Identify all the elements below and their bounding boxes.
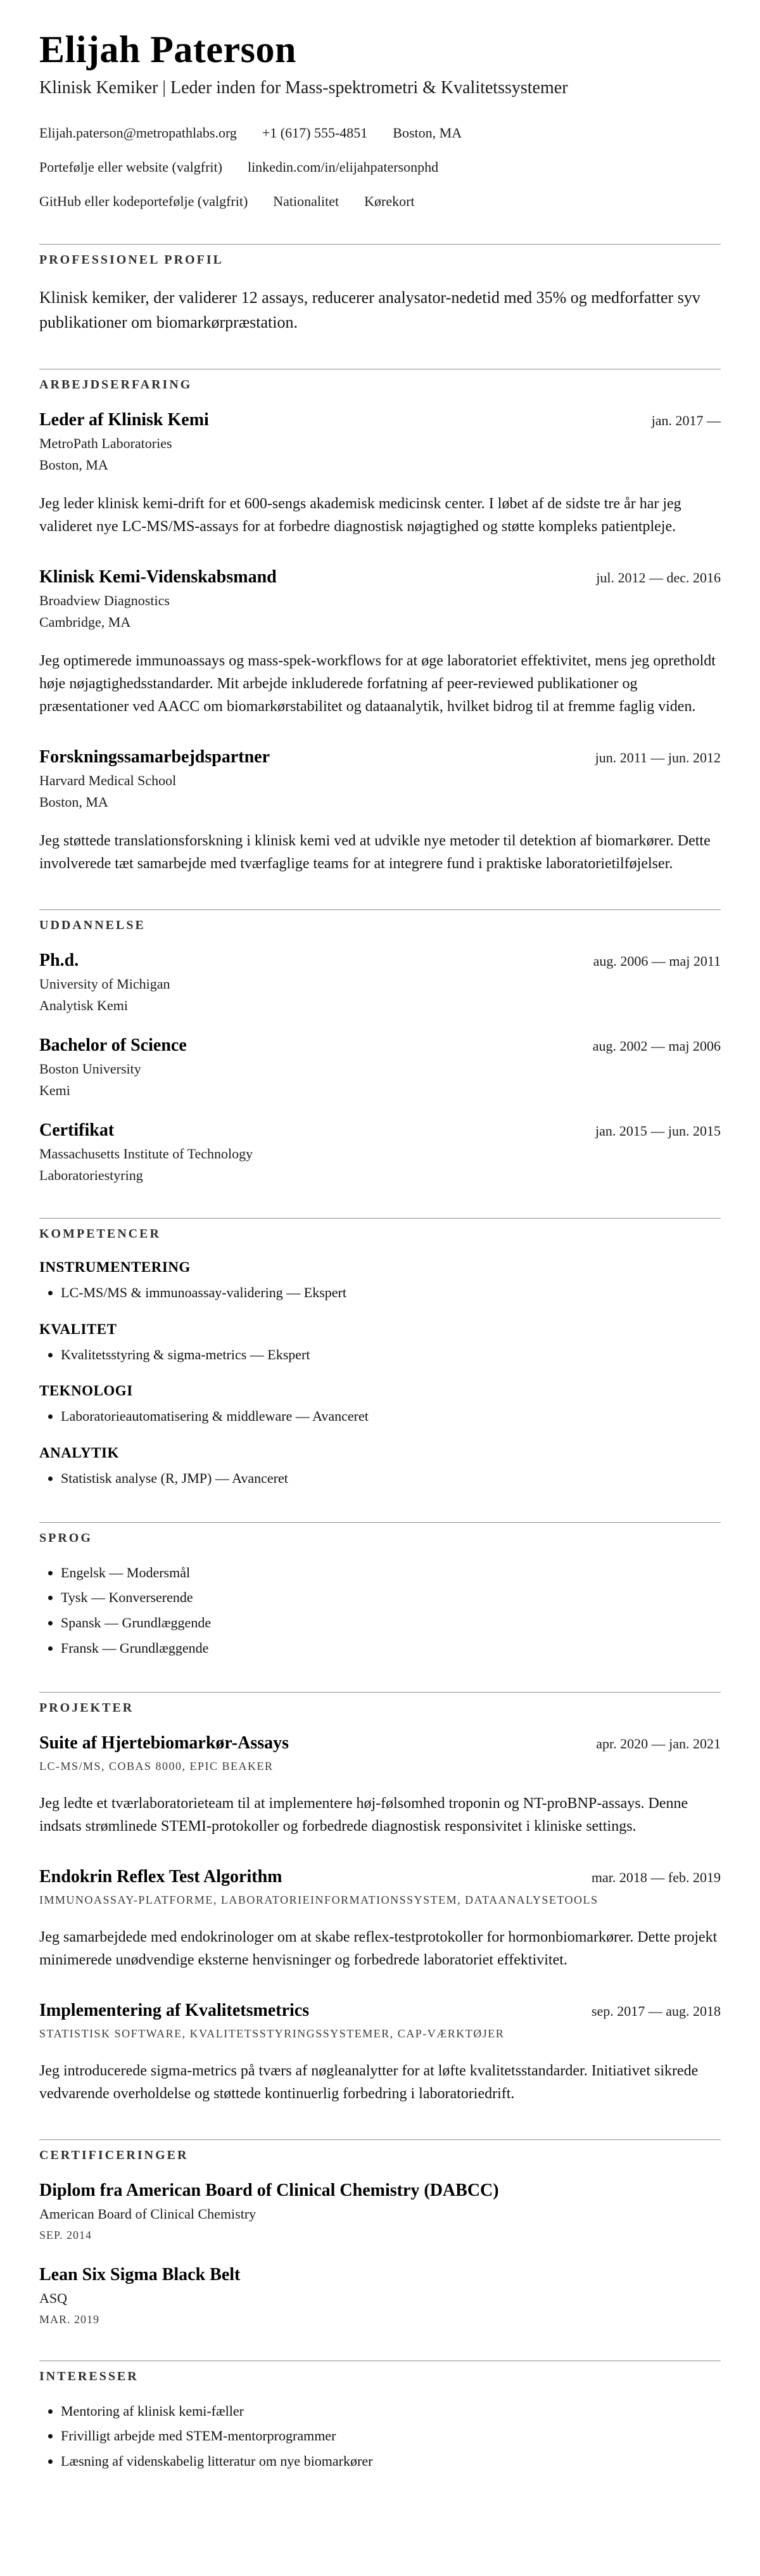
interest-list xyxy=(39,2402,721,2471)
school-name: Massachusetts Institute of Technology xyxy=(39,1146,253,1162)
contact-phone: +1 (617) 555-4851 xyxy=(262,125,368,141)
contact-row-2 xyxy=(39,159,721,176)
experience-item-header xyxy=(39,567,721,587)
skill-group-name: KVALITET xyxy=(39,1321,117,1337)
job-title: Leder af Klinisk Kemi xyxy=(39,410,209,430)
job-company: MetroPath Laboratories xyxy=(39,435,172,451)
language-item: • Engelsk — Modersmål xyxy=(61,1563,721,1582)
section-experience xyxy=(39,369,721,875)
language-item: • Fransk — Grundlæggende xyxy=(61,1639,721,1658)
job-dates: jul. 2012 — dec. 2016 xyxy=(596,570,721,586)
section-divider xyxy=(39,2139,721,2140)
job-description: Jeg støttede translationsforskning i klinisk kemi ved at udvikle nye metoder til detektion af biomarkører. Dette involverede tæt samarbejde med tværfaglige teams for at integrere fund i praktiske laboratorietilføjelser. xyxy=(39,833,711,872)
job-description: Jeg optimerede immunoassays og mass-spek-workflows for at øge laboratoriet effektivitet, mens jeg opretholdt høje nøjagtighedsstandarder. Mit arbejde inkluderede forfatning af peer-reviewed publikationer og præsentationer ved AACC om biomarkørstabilitet og dataanalytik, hvilket bidrog til at fremme faglig viden. xyxy=(39,653,716,715)
skill-group xyxy=(39,1259,721,1302)
certification-date: SEP. 2014 xyxy=(39,2228,92,2241)
job-dates: jan. 2017 — xyxy=(651,413,721,428)
skill-list xyxy=(39,1345,721,1364)
job-title: Forskningssamarbejdspartner xyxy=(39,747,270,767)
project-dates: mar. 2018 — feb. 2019 xyxy=(591,1869,721,1885)
skill-list xyxy=(39,1407,721,1426)
project-dates: apr. 2020 — jan. 2021 xyxy=(596,1735,721,1752)
experience-item xyxy=(39,567,721,718)
section-education xyxy=(39,909,721,1184)
section-heading-languages: SPROG xyxy=(39,1530,92,1545)
education-dates: aug. 2006 — maj 2011 xyxy=(593,953,721,969)
education-item-header xyxy=(39,951,721,971)
education-item-header xyxy=(39,1035,721,1056)
section-divider xyxy=(39,1692,721,1693)
job-dates: jun. 2011 — jun. 2012 xyxy=(595,750,721,766)
project-item xyxy=(39,2001,721,2105)
education-dates: aug. 2002 — maj 2006 xyxy=(592,1038,721,1054)
contact-website-placeholder: Portefølje eller website (valgfrit) xyxy=(39,159,222,175)
degree-title: Bachelor of Science xyxy=(39,1035,187,1055)
certification-title: Diplom fra American Board of Clinical Chemistry (DABCC) xyxy=(39,2180,499,2200)
school-name: University of Michigan xyxy=(39,976,170,992)
experience-item xyxy=(39,747,721,875)
interest-item: • Læsning af videnskabelig litteratur om nye biomarkører xyxy=(61,2452,721,2471)
person-title: Klinisk Kemiker | Leder inden for Mass-spektrometri & Kvalitetssystemer xyxy=(39,78,568,98)
section-heading-certifications: CERTIFICERINGER xyxy=(39,2148,189,2162)
skill-list xyxy=(39,1469,721,1488)
experience-item-header xyxy=(39,747,721,767)
section-divider xyxy=(39,1218,721,1219)
project-description: Jeg ledte et tværlaboratorieteam til at implementere høj-følsomhed troponin og NT-proBNP-assays. Denne indsats strømlinede STEMI-protokoller og forbedrede diagnostisk responsivitet i kliniske settings. xyxy=(39,1795,688,1835)
contact-license-placeholder: Kørekort xyxy=(364,193,415,209)
section-divider xyxy=(39,244,721,245)
contact-nationality-placeholder: Nationalitet xyxy=(273,193,339,209)
section-divider xyxy=(39,1522,721,1523)
experience-item-header xyxy=(39,410,721,430)
interest-item: • Frivilligt arbejde med STEM-mentorprogrammer xyxy=(61,2426,721,2445)
project-description: Jeg introducerede sigma-metrics på tværs af nøgleanalytter for at løfte kvalitetsstandarder. Initiativet sikrede vedvarende overholdelse og støttede kontinuerlig forbedring i laboratoriedrift. xyxy=(39,2062,699,2102)
job-company: Harvard Medical School xyxy=(39,772,177,788)
skill-item: • Kvalitetsstyring & sigma-metrics — Ekspert xyxy=(61,1345,721,1364)
project-title: Endokrin Reflex Test Algorithm xyxy=(39,1866,282,1887)
field-of-study: Laboratoriestyring xyxy=(39,1167,143,1183)
skill-group-name: INSTRUMENTERING xyxy=(39,1259,191,1275)
interest-item: • Mentoring af klinisk kemi-fæller xyxy=(61,2402,721,2421)
education-item xyxy=(39,951,721,1014)
job-location: Boston, MA xyxy=(39,794,108,810)
contact-location: Boston, MA xyxy=(393,125,462,141)
project-description: Jeg samarbejdede med endokrinologer om at skabe reflex-testprotokoller for hormonbiomarkører. Dette projekt minimerede unødvendige eksterne henvisninger og forbedrede laboratoriet effektivitet. xyxy=(39,1928,718,1968)
experience-item xyxy=(39,410,721,538)
skill-group-name: ANALYTIK xyxy=(39,1445,119,1461)
certification-item xyxy=(39,2265,721,2326)
field-of-study: Kemi xyxy=(39,1082,70,1098)
skill-item: • Laboratorieautomatisering & middleware — Avanceret xyxy=(61,1407,721,1426)
section-heading-experience: ARBEJDSERFARING xyxy=(39,378,193,392)
job-location: Cambridge, MA xyxy=(39,614,131,630)
project-item xyxy=(39,1867,721,1971)
section-skills xyxy=(39,1218,721,1488)
degree-title: Ph.d. xyxy=(39,951,79,970)
resume-header xyxy=(39,28,721,210)
profile-summary: Klinisk kemiker, der validerer 12 assays, reducerer analysator-nedetid med 35% og medforfatter syv publikationer om biomarkørpræstation. xyxy=(39,288,700,331)
certification-date: MAR. 2019 xyxy=(39,2312,100,2326)
section-heading-education: UDDANNELSE xyxy=(39,918,146,932)
language-item: • Spansk — Grundlæggende xyxy=(61,1613,721,1632)
language-list xyxy=(39,1563,721,1658)
certification-title: Lean Six Sigma Black Belt xyxy=(39,2264,241,2284)
project-title: Implementering af Kvalitetsmetrics xyxy=(39,2000,310,2020)
contact-email: Elijah.paterson@metropathlabs.org xyxy=(39,125,237,141)
education-item xyxy=(39,1120,721,1184)
project-item-header xyxy=(39,1733,721,1753)
project-item xyxy=(39,1733,721,1838)
field-of-study: Analytisk Kemi xyxy=(39,997,128,1013)
section-certifications xyxy=(39,2139,721,2326)
section-heading-skills: KOMPETENCER xyxy=(39,1227,161,1241)
certification-item xyxy=(39,2181,721,2242)
section-heading-profile: PROFESSIONEL PROFIL xyxy=(39,253,224,267)
section-languages xyxy=(39,1522,721,1658)
section-heading-projects: PROJEKTER xyxy=(39,1700,134,1715)
contact-linkedin: linkedin.com/in/elijahpatersonphd xyxy=(247,159,439,175)
contact-github-placeholder: GitHub eller kodeportefølje (valgfrit) xyxy=(39,193,248,209)
project-title: Suite af Hjertebiomarkør-Assays xyxy=(39,1733,289,1753)
project-dates: sep. 2017 — aug. 2018 xyxy=(591,2002,721,2019)
language-item: • Tysk — Konverserende xyxy=(61,1588,721,1607)
education-dates: jan. 2015 — jun. 2015 xyxy=(595,1123,721,1139)
contact-row-1 xyxy=(39,125,721,141)
skill-group xyxy=(39,1383,721,1426)
project-tools: STATISTISK SOFTWARE, KVALITETSSTYRINGSSYSTEMER, CAP-VÆRKTØJER xyxy=(39,2027,505,2040)
job-description: Jeg leder klinisk kemi-drift for et 600-sengs akademisk medicinsk center. I løbet af de sidste tre år har jeg valideret nye LC-MS/MS-assays for at forbedre diagnostisk nøjagtighed og støtte kompleks patientpleje. xyxy=(39,496,681,535)
section-heading-interests: INTERESSER xyxy=(39,2369,139,2383)
skill-list xyxy=(39,1283,721,1302)
skill-group xyxy=(39,1321,721,1364)
skill-item: • Statistisk analyse (R, JMP) — Avanceret xyxy=(61,1469,721,1488)
skill-group xyxy=(39,1445,721,1488)
project-item-header xyxy=(39,2001,721,2021)
school-name: Boston University xyxy=(39,1061,141,1077)
skill-item: • LC-MS/MS & immunoassay-validering — Ekspert xyxy=(61,1283,721,1302)
person-name: Elijah Paterson xyxy=(39,29,296,70)
job-location: Boston, MA xyxy=(39,457,108,473)
job-company: Broadview Diagnostics xyxy=(39,593,170,608)
education-item xyxy=(39,1035,721,1099)
project-tools: LC-MS/MS, COBAS 8000, EPIC BEAKER xyxy=(39,1759,274,1772)
job-title: Klinisk Kemi-Videnskabsmand xyxy=(39,567,277,587)
degree-title: Certifikat xyxy=(39,1120,115,1140)
contact-row-3 xyxy=(39,193,721,210)
section-profile xyxy=(39,244,721,335)
section-interests xyxy=(39,2361,721,2471)
certification-issuer: American Board of Clinical Chemistry xyxy=(39,2205,256,2222)
project-tools: IMMUNOASSAY-PLATFORME, LABORATORIEINFORMATIONSSYSTEM, DATAANALYSETOOLS xyxy=(39,1893,598,1906)
project-item-header xyxy=(39,1867,721,1887)
section-divider xyxy=(39,909,721,910)
education-item-header xyxy=(39,1120,721,1141)
certification-issuer: ASQ xyxy=(39,2290,68,2306)
section-projects xyxy=(39,1692,721,2105)
skill-group-name: TEKNOLOGI xyxy=(39,1383,133,1399)
